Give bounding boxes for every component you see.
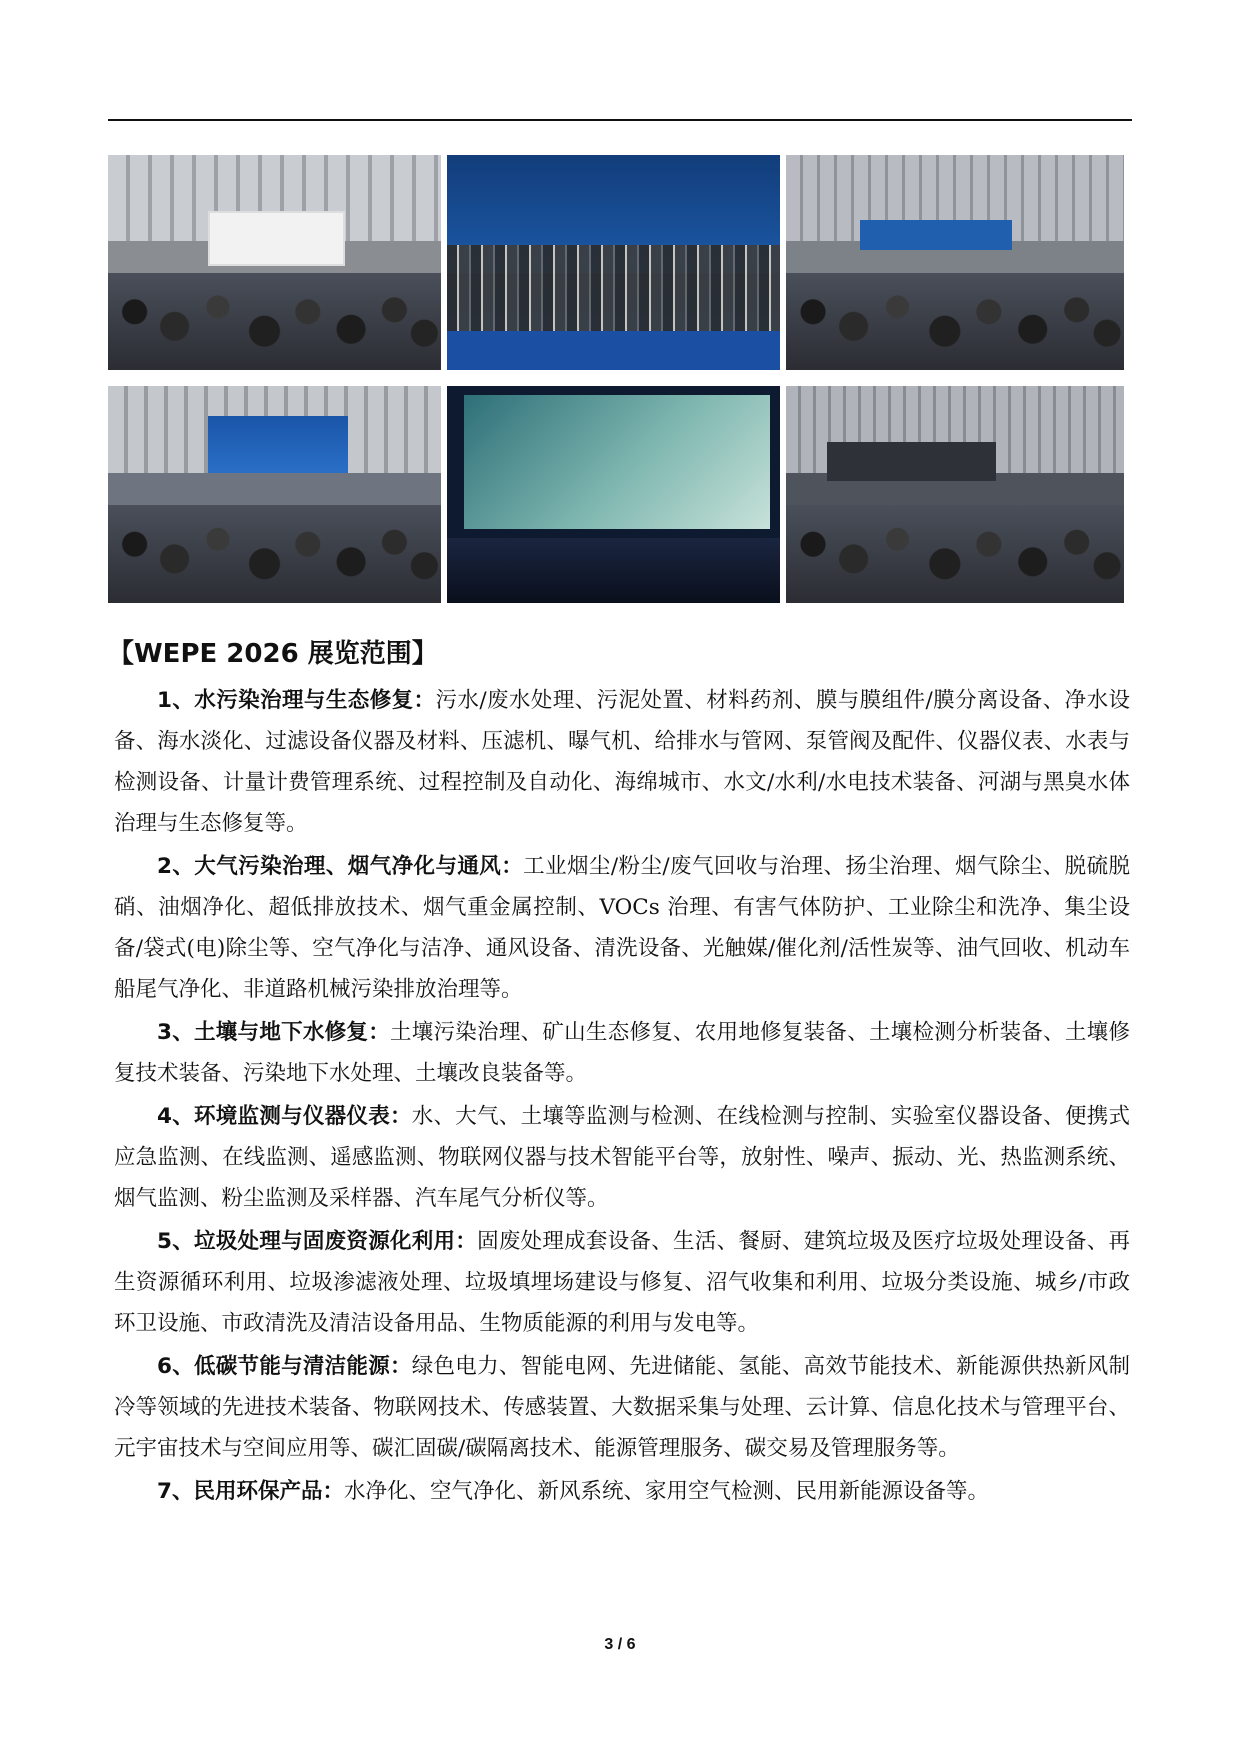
item-heading: 4、环境监测与仪器仪表：: [157, 1104, 412, 1129]
item-text: 水净化、空气净化、新风系统、家用空气检测、民用新能源设备等。: [343, 1479, 989, 1504]
photo-grid: [108, 155, 1124, 603]
exhibition-scope-list: [114, 680, 1130, 1514]
list-item: [114, 1221, 1130, 1344]
item-text: 绿色电力、智能电网、先进储能、氢能、高效节能技术、新能源供热新风制冷等领域的先进技术装备、物联网技术、传感装置、大数据采集与处理、云计算、信息化技术与管理平台、元宇宙技术与空间应用等、碳汇固碳/碳隔离技术、能源管理服务、碳交易及管理服务等。: [114, 1354, 1130, 1461]
list-item: [114, 1096, 1130, 1219]
item-text: 水、大气、土壤等监测与检测、在线检测与控制、实验室仪器设备、便携式应急监测、在线监测、遥感监测、物联网仪器与技术智能平台等，放射性、噪声、振动、光、热监测系统、烟气监测、粉尘监测及采样器、汽车尾气分析仪等。: [114, 1104, 1130, 1211]
item-heading: 6、低碳节能与清洁能源：: [157, 1354, 412, 1379]
item-heading: 3、土壤与地下水修复：: [157, 1020, 390, 1045]
section-title: 【WEPE 2026 展览范围】: [108, 639, 438, 669]
item-heading: 7、民用环保产品：: [157, 1479, 344, 1504]
item-text: 工业烟尘/粉尘/废气回收与治理、扬尘治理、烟气除尘、脱硫脱硝、油烟净化、超低排放技术、烟气重金属控制、VOCs 治理、有害气体防护、工业除尘和洗净、集尘设备/袋式(电)除尘等、空气净化与洁净、通风设备、清洗设备、光触媒/催化剂/活性炭等、油气回收、机动车船尾气净化、非道路机械污染排放治理等。: [114, 854, 1130, 1002]
list-item: [114, 1346, 1130, 1469]
header-rule: [108, 119, 1132, 121]
item-heading: 5、垃圾处理与固废资源化利用：: [157, 1229, 478, 1254]
photo-hall-audience: [786, 155, 1124, 370]
photo-annual-meeting-audience: [108, 386, 441, 603]
item-text: 污水/废水处理、污泥处置、材料药剂、膜与膜组件/膜分离设备、净水设备、海水淡化、过滤设备仪器及材料、压滤机、曝气机、给排水与管网、泵管阀及配件、仪器仪表、水表与检测设备、计量计费管理系统、过程控制及自动化、海绵城市、水文/水利/水电技术装备、河湖与黑臭水体治理与生态修复等。: [114, 688, 1130, 836]
list-item: [114, 680, 1130, 844]
photo-hall-presentation: [108, 155, 441, 370]
item-heading: 1、水污染治理与生态修复：: [157, 688, 436, 713]
list-item: [114, 1012, 1130, 1094]
list-item: [114, 846, 1130, 1010]
page-number: 3 / 6: [604, 1636, 636, 1653]
photo-cooperation-stage-audience: [786, 386, 1124, 603]
photo-speaker-on-stage: [447, 386, 780, 603]
photo-forum-group-photo: [447, 155, 780, 370]
item-text: 土壤污染治理、矿山生态修复、农用地修复装备、土壤检测分析装备、土壤修复技术装备、污染地下水处理、土壤改良装备等。: [114, 1020, 1130, 1086]
item-heading: 2、大气污染治理、烟气净化与通风：: [157, 854, 524, 879]
item-text: 固废处理成套设备、生活、餐厨、建筑垃圾及医疗垃圾处理设备、再生资源循环利用、垃圾渗滤液处理、垃圾填埋场建设与修复、沼气收集和利用、垃圾分类设施、城乡/市政环卫设施、市政清洗及清洁设备用品、生物质能源的利用与发电等。: [114, 1229, 1130, 1336]
list-item: [114, 1471, 1130, 1512]
